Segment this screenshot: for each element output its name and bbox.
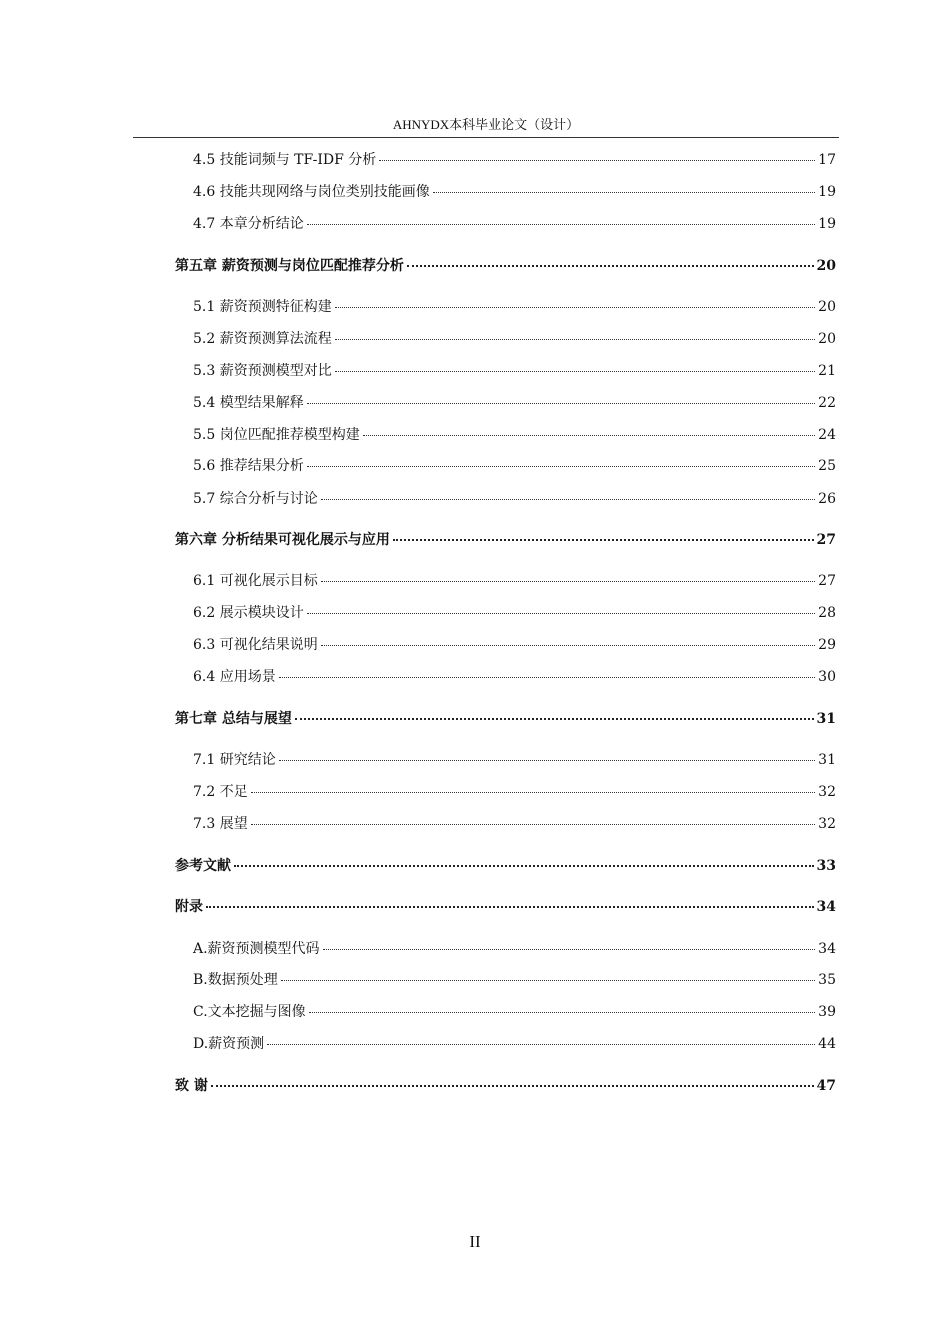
toc-section-entry[interactable] — [193, 330, 836, 348]
dot-leader — [363, 435, 815, 436]
toc-entry-title: 第五章 薪资预测与岗位匹配推荐分析 — [175, 258, 404, 274]
toc-entry-page: 19 — [818, 216, 836, 232]
toc-section-entry[interactable] — [193, 490, 836, 508]
toc-chapter-entry[interactable] — [175, 1077, 836, 1095]
toc-section-entry[interactable] — [193, 394, 836, 412]
toc-entry-title: 7.3 展望 — [193, 816, 248, 832]
toc-entry-title: 5.5 岗位匹配推荐模型构建 — [193, 427, 360, 443]
toc-entry-title: 附录 — [175, 899, 203, 915]
toc-chapter-entry[interactable] — [175, 257, 836, 275]
dot-leader — [279, 760, 815, 761]
toc-entry-title: D.薪资预测 — [193, 1036, 265, 1052]
dot-leader — [321, 645, 815, 646]
toc-chapter-entry[interactable] — [175, 531, 836, 549]
toc-entry-title: 6.1 可视化展示目标 — [193, 573, 318, 589]
dot-leader — [321, 581, 815, 582]
dot-leader — [281, 980, 815, 981]
dot-leader — [307, 403, 815, 404]
page-number: II — [469, 1232, 481, 1251]
toc-section-entry[interactable] — [193, 604, 836, 622]
dot-leader — [307, 466, 815, 467]
dot-leader — [433, 192, 815, 193]
dot-leader — [295, 718, 814, 720]
toc-entry-page: 20 — [818, 331, 836, 347]
dot-leader — [307, 613, 815, 614]
toc-entry-page: 27 — [816, 532, 836, 548]
toc-entry-title: 5.6 推荐结果分析 — [193, 458, 304, 474]
dot-leader — [393, 539, 814, 541]
toc-entry-title: 5.4 模型结果解释 — [193, 395, 304, 411]
toc-entry-page: 25 — [818, 458, 836, 474]
toc-entry-title: 5.7 综合分析与讨论 — [193, 491, 318, 507]
dot-leader — [234, 865, 814, 867]
toc-entry-page: 20 — [818, 299, 836, 315]
toc-entry-title: A.薪资预测模型代码 — [193, 941, 320, 957]
toc-section-entry[interactable] — [193, 751, 836, 769]
running-header: AHNYDX本科毕业论文（设计） — [392, 117, 580, 132]
toc-entry-title: 6.4 应用场景 — [193, 669, 276, 685]
toc-section-entry[interactable] — [193, 815, 836, 833]
toc-entry-page: 19 — [818, 184, 836, 200]
toc-entry-title: 7.1 研究结论 — [193, 752, 276, 768]
toc-entry-page: 35 — [818, 972, 836, 988]
toc-entry-page: 32 — [818, 784, 836, 800]
toc-entry-title: 6.2 展示模块设计 — [193, 605, 304, 621]
toc-entry-title: 第七章 总结与展望 — [175, 711, 292, 727]
toc-section-entry[interactable] — [193, 298, 836, 316]
toc-entry-page: 31 — [818, 752, 836, 768]
toc-section-entry[interactable] — [193, 1003, 836, 1021]
toc-entry-page: 26 — [818, 491, 836, 507]
toc-entry-page: 31 — [816, 711, 836, 727]
toc-entry-title: C.文本挖掘与图像 — [193, 1004, 306, 1020]
toc-entry-title: 4.5 技能词频与 TF-IDF 分析 — [193, 152, 377, 168]
dot-leader — [309, 1012, 816, 1013]
toc-entry-page: 34 — [818, 941, 836, 957]
dot-leader — [321, 499, 815, 500]
toc-section-entry[interactable] — [193, 572, 836, 590]
toc-chapter-entry[interactable] — [175, 710, 836, 728]
toc-entry-title: 5.1 薪资预测特征构建 — [193, 299, 332, 315]
toc-entry-title: B.数据预处理 — [193, 972, 278, 988]
dot-leader — [211, 1085, 814, 1087]
toc-entry-title: 5.3 薪资预测模型对比 — [193, 363, 332, 379]
toc-entry-title: 6.3 可视化结果说明 — [193, 637, 318, 653]
toc-section-entry[interactable] — [193, 426, 836, 444]
dot-leader — [206, 906, 814, 908]
toc-chapter-entry[interactable] — [175, 898, 836, 916]
dot-leader — [379, 160, 815, 161]
toc-chapter-entry[interactable] — [175, 857, 836, 875]
toc-entry-page: 27 — [818, 573, 836, 589]
dot-leader — [251, 792, 815, 793]
toc-section-entry[interactable] — [193, 215, 836, 233]
dot-leader — [279, 677, 815, 678]
toc-entry-page: 29 — [818, 637, 836, 653]
toc-section-entry[interactable] — [193, 457, 836, 475]
dot-leader — [335, 339, 815, 340]
toc-entry-title: 致 谢 — [175, 1078, 208, 1094]
toc-entry-page: 24 — [818, 427, 836, 443]
dot-leader — [323, 949, 816, 950]
toc-section-entry[interactable] — [193, 362, 836, 380]
toc-entry-title: 7.2 不足 — [193, 784, 248, 800]
toc-entry-page: 44 — [818, 1036, 836, 1052]
toc-entry-page: 21 — [818, 363, 836, 379]
toc-entry-page: 17 — [818, 152, 836, 168]
toc-section-entry[interactable] — [193, 971, 836, 989]
toc-entry-title: 第六章 分析结果可视化展示与应用 — [175, 532, 390, 548]
toc-entry-page: 47 — [816, 1078, 836, 1094]
toc-entry-title: 4.7 本章分析结论 — [193, 216, 304, 232]
toc-section-entry[interactable] — [193, 783, 836, 801]
toc-entry-title: 5.2 薪资预测算法流程 — [193, 331, 332, 347]
toc-section-entry[interactable] — [193, 151, 836, 169]
toc-entry-title: 参考文献 — [175, 858, 231, 874]
toc-entry-page: 33 — [816, 858, 836, 874]
toc-entry-page: 32 — [818, 816, 836, 832]
toc-entry-page: 39 — [818, 1004, 836, 1020]
dot-leader — [407, 265, 814, 267]
dot-leader — [251, 824, 815, 825]
toc-entry-page: 30 — [818, 669, 836, 685]
toc-entry-page: 34 — [816, 899, 836, 915]
dot-leader — [307, 224, 815, 225]
toc-section-entry[interactable] — [193, 940, 836, 958]
dot-leader — [267, 1044, 815, 1045]
dot-leader — [335, 371, 815, 372]
toc-section-entry[interactable] — [193, 1035, 836, 1053]
dot-leader — [335, 307, 815, 308]
header-rule — [133, 137, 839, 138]
toc-section-entry[interactable] — [193, 636, 836, 654]
toc-entry-page: 22 — [818, 395, 836, 411]
toc-section-entry[interactable] — [193, 183, 836, 201]
toc-entry-page: 20 — [816, 258, 836, 274]
toc-section-entry[interactable] — [193, 668, 836, 686]
toc-entry-title: 4.6 技能共现网络与岗位类别技能画像 — [193, 184, 430, 200]
toc-entry-page: 28 — [818, 605, 836, 621]
